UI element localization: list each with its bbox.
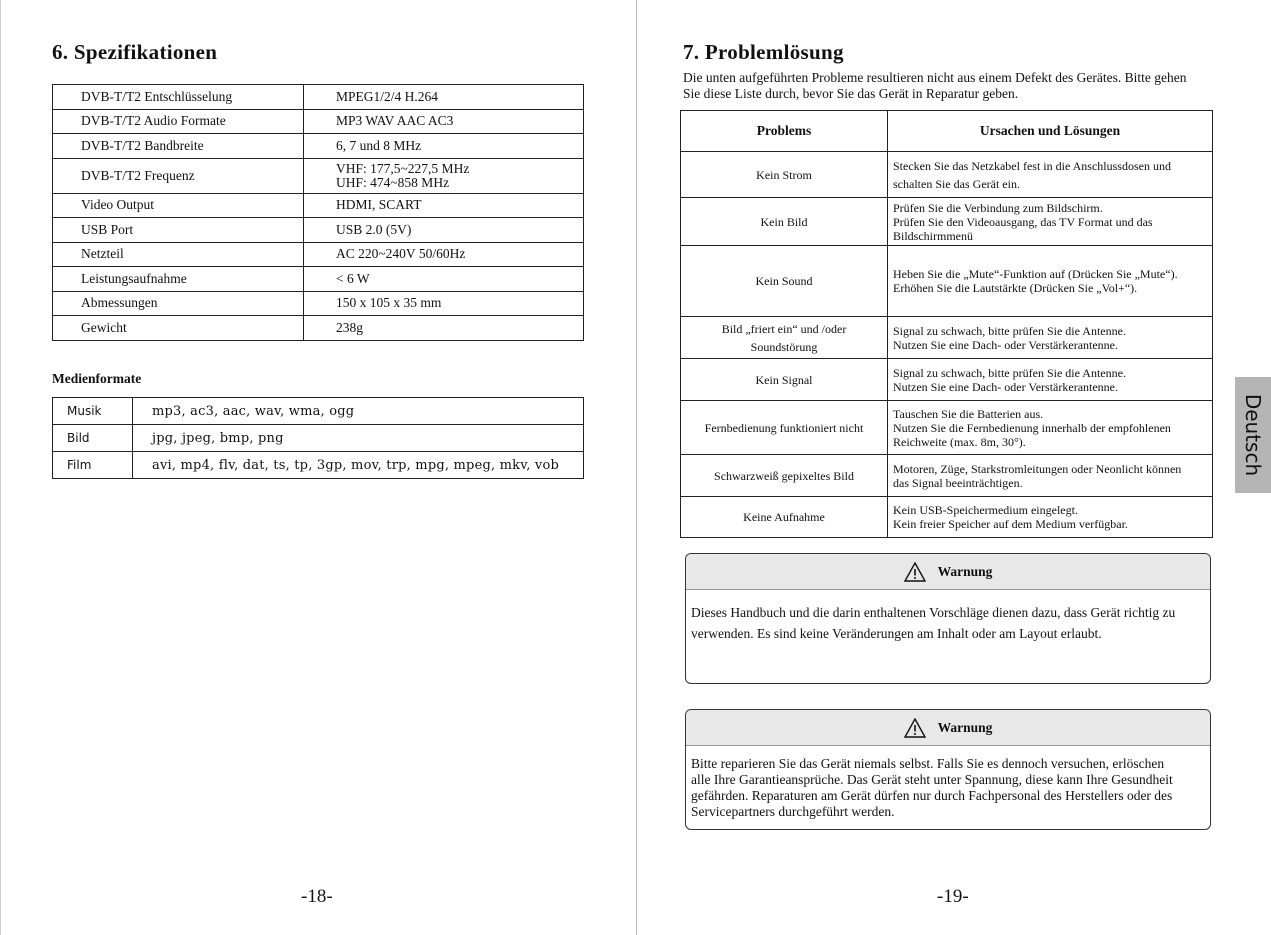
warning-line: gefährden. Reparaturen am Gerät dürfen nur durch Fachpersonal des Herstellers oder des — [691, 788, 1173, 803]
problem-cell — [681, 317, 888, 359]
table-row — [681, 246, 1213, 317]
solution-cell — [888, 359, 1213, 401]
warning-triangle-icon — [904, 718, 926, 738]
solution-cell — [888, 455, 1213, 497]
warning-line: Dieses Handbuch und die darin enthaltenen Vorschläge dienen dazu, dass Gerät richtig zu — [691, 605, 1176, 620]
table-row — [53, 425, 584, 452]
table-row — [681, 152, 1213, 198]
solution-line: Reichweite (max. 8m, 30°). — [893, 434, 1026, 449]
problem-cell: Kein Bild — [681, 198, 888, 246]
table-row — [53, 158, 584, 193]
table-row — [53, 109, 584, 134]
warning-line: verwenden. Es sind keine Veränderungen am Inhalt oder am Layout erlaubt. — [691, 626, 1102, 641]
page-number: -19- — [937, 886, 969, 907]
spec-title: 6. Spezifikationen — [52, 40, 218, 64]
warning-triangle-icon — [904, 562, 926, 582]
solution-line: Motoren, Züge, Starkstromleitungen oder Neonlicht können — [893, 461, 1182, 476]
problem-cell: Kein Sound — [681, 246, 888, 317]
spec-label: DVB-T/T2 Frequenz — [53, 158, 304, 193]
solution-line: Bildschirmmenü — [893, 228, 973, 243]
problem-line: Bild „friert ein“ und /oder — [721, 321, 847, 336]
warning-title: Warnung — [937, 719, 993, 735]
spec-value — [304, 158, 584, 193]
solution-line: Nutzen Sie eine Dach- oder Verstärkerantenne. — [893, 337, 1119, 352]
solution-line: Nutzen Sie die Fernbedienung innerhalb der empfohlenen — [893, 420, 1171, 435]
table-row — [53, 218, 584, 243]
column-header-solutions: Ursachen und Lösungen — [888, 111, 1213, 152]
table-header-row — [681, 111, 1213, 152]
solution-line: Tauschen Sie die Batterien aus. — [893, 406, 1044, 421]
spec-value: USB 2.0 (5V) — [304, 218, 584, 243]
spec-value-line: UHF: 474~858 MHz — [336, 174, 450, 190]
spec-value: 150 x 105 x 35 mm — [304, 291, 584, 316]
media-formats: mp3, ac3, aac, wav, wma, ogg — [133, 398, 584, 425]
troubleshooting-title: 7. Problemlösung — [683, 40, 844, 64]
spec-value: HDMI, SCART — [304, 193, 584, 218]
table-row — [53, 398, 584, 425]
table-row — [681, 317, 1213, 359]
solution-line: Nutzen Sie eine Dach- oder Verstärkerantenne. — [893, 379, 1119, 394]
solution-line: Stecken Sie das Netzkabel fest in die Anschlussdosen und — [893, 158, 1171, 173]
table-row — [53, 134, 584, 159]
spec-value: < 6 W — [304, 267, 584, 292]
spec-value-line: VHF: 177,5~227,5 MHz — [336, 160, 470, 176]
table-row — [53, 316, 584, 341]
spec-value: AC 220~240V 50/60Hz — [304, 242, 584, 267]
warning-title: Warnung — [937, 563, 993, 579]
warning-header — [686, 710, 1210, 746]
solution-line: schalten Sie das Gerät ein. — [893, 176, 1020, 191]
spec-label: Gewicht — [53, 316, 304, 341]
warning-box — [685, 553, 1211, 684]
column-header-problems: Problems — [681, 111, 888, 152]
warning-line: alle Ihre Garantieansprüche. Das Gerät steht unter Spannung, diese kann Ihre Gesundheit — [691, 772, 1173, 787]
solution-cell — [888, 246, 1213, 317]
spec-label: USB Port — [53, 218, 304, 243]
problem-cell: Schwarzweiß gepixeltes Bild — [681, 455, 888, 497]
table-row — [681, 455, 1213, 497]
problem-table — [680, 110, 1213, 538]
spec-label: DVB-T/T2 Bandbreite — [53, 134, 304, 159]
media-type: Musik — [53, 398, 133, 425]
table-row — [681, 401, 1213, 455]
solution-cell — [888, 497, 1213, 538]
intro-line: Die unten aufgeführten Probleme resultieren nicht aus einem Defekt des Gerätes. Bitte gehen — [683, 70, 1187, 85]
solution-line: Prüfen Sie die Verbindung zum Bildschirm. — [893, 200, 1103, 215]
solution-cell — [888, 198, 1213, 246]
media-heading: Medienformate — [52, 371, 142, 386]
problem-cell: Kein Strom — [681, 152, 888, 198]
media-type: Bild — [53, 425, 133, 452]
spec-value: MP3 WAV AAC AC3 — [304, 109, 584, 134]
solution-line: Prüfen Sie den Videoausgang, das TV Format und das — [893, 214, 1153, 229]
spec-label: DVB-T/T2 Entschlüsselung — [53, 85, 304, 110]
spec-value: 238g — [304, 316, 584, 341]
problem-line: Soundstörung — [750, 339, 818, 354]
solution-line: das Signal beeinträchtigen. — [893, 475, 1023, 490]
media-type: Film — [53, 452, 133, 479]
problem-cell: Fernbedienung funktioniert nicht — [681, 401, 888, 455]
table-row — [53, 291, 584, 316]
solution-line: Signal zu schwach, bitte prüfen Sie die Antenne. — [893, 365, 1126, 380]
warning-line: Servicepartners durchgeführt werden. — [691, 804, 895, 819]
page-right — [637, 0, 1271, 935]
spec-table — [52, 84, 584, 341]
spec-value: 6, 7 und 8 MHz — [304, 134, 584, 159]
table-row — [53, 452, 584, 479]
solution-cell — [888, 317, 1213, 359]
solution-line: Erhöhen Sie die Lautstärkte (Drücken Sie „Vol+“). — [893, 281, 1138, 295]
language-tab — [1235, 377, 1271, 493]
spec-label: Abmessungen — [53, 291, 304, 316]
warning-line: Bitte reparieren Sie das Gerät niemals selbst. Falls Sie es dennoch versuchen, erlöschen — [691, 756, 1165, 771]
table-row — [681, 198, 1213, 246]
table-row — [53, 193, 584, 218]
spec-value: MPEG1/2/4 H.264 — [304, 85, 584, 110]
warning-header — [686, 554, 1210, 590]
spec-label: Video Output — [53, 193, 304, 218]
warning-text — [686, 746, 1210, 820]
solution-cell — [888, 152, 1213, 198]
media-formats: avi, mp4, flv, dat, ts, tp, 3gp, mov, trp, mpg, mpeg, mkv, vob — [133, 452, 584, 479]
warning-text — [686, 590, 1210, 644]
media-table — [52, 397, 584, 479]
problem-cell: Kein Signal — [681, 359, 888, 401]
solution-line: Heben Sie die „Mute“-Funktion auf (Drücken Sie „Mute“). — [893, 267, 1178, 281]
warning-box — [685, 709, 1211, 830]
language-tab-label: Deutsch — [1241, 393, 1266, 477]
table-row — [53, 267, 584, 292]
intro-line: Sie diese Liste durch, bevor Sie das Gerät in Reparatur geben. — [683, 86, 1019, 101]
intro-text — [683, 70, 1233, 102]
solution-line: Kein USB-Speichermedium eingelegt. — [893, 503, 1078, 517]
table-row — [53, 242, 584, 267]
spec-label: Netzteil — [53, 242, 304, 267]
table-row — [681, 359, 1213, 401]
problem-cell: Keine Aufnahme — [681, 497, 888, 538]
solution-cell — [888, 401, 1213, 455]
table-row — [53, 85, 584, 110]
spec-label: Leistungsaufnahme — [53, 267, 304, 292]
spec-label: DVB-T/T2 Audio Formate — [53, 109, 304, 134]
solution-line: Kein freier Speicher auf dem Medium verfügbar. — [893, 517, 1128, 531]
table-row — [681, 497, 1213, 538]
media-formats: jpg, jpeg, bmp, png — [133, 425, 584, 452]
solution-line: Signal zu schwach, bitte prüfen Sie die Antenne. — [893, 323, 1126, 338]
page-number: -18- — [301, 886, 333, 907]
